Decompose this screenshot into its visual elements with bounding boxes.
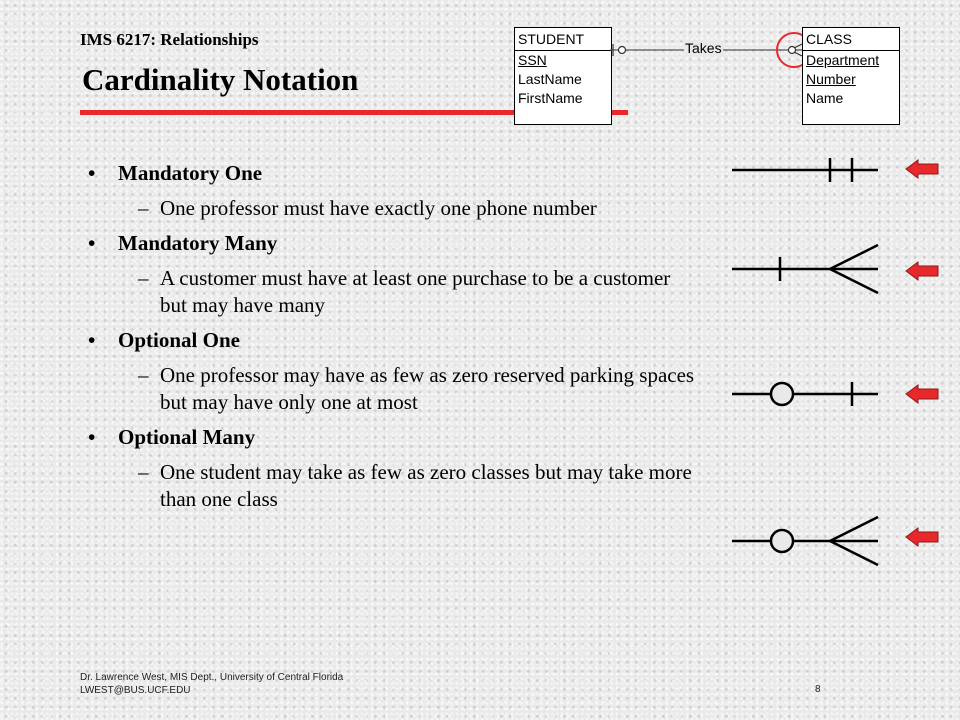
email-line: LWEST@BUS.UCF.EDU (80, 685, 191, 696)
optional-many-icon (732, 512, 882, 572)
student-attr-ssn: SSN (518, 52, 547, 68)
student-end-circle (619, 47, 626, 54)
dash: – (138, 363, 149, 387)
description-text: One professor may have as few as zero reserved parking spaces but may have only one at most (160, 363, 695, 414)
description-optional-many (80, 459, 700, 513)
mandatory-many-icon (732, 240, 882, 300)
author-line: Dr. Lawrence West, MIS Dept., University of Central Florida (80, 672, 344, 683)
arrow-left-icon (904, 158, 940, 180)
class-end-circle (789, 47, 796, 54)
dash: – (138, 460, 149, 484)
mandatory-one-icon (732, 150, 882, 190)
description-text: One student may take as few as zero classes but may take more than one class (160, 460, 692, 511)
student-attr-lastname: LastName (518, 71, 582, 87)
class-attr-name: Name (806, 90, 844, 106)
bullet-mandatory-one (80, 160, 720, 187)
class-entity (802, 27, 900, 125)
arrow-left-icon (904, 526, 940, 548)
description-text: A customer must have at least one purchase to be a customer but may have many (160, 266, 671, 317)
bullet-dot: • (88, 328, 96, 352)
bullet-dot: • (88, 231, 96, 255)
student-attr-firstname: FirstName (518, 90, 583, 106)
student-entity-name: STUDENT (515, 28, 611, 51)
slide-title: Cardinality Notation (82, 62, 359, 97)
description-mandatory-many (80, 265, 700, 319)
term-label: Mandatory Many (118, 231, 278, 255)
term-label: Optional One (118, 328, 240, 352)
footer-author (80, 671, 343, 697)
course-label: IMS 6217: Relationships (80, 30, 259, 49)
bullet-optional-one (80, 327, 720, 354)
class-entity-name: CLASS (803, 28, 899, 51)
bullet-dot: • (88, 161, 96, 185)
bullet-optional-many (80, 424, 720, 451)
description-mandatory-one (80, 195, 700, 222)
bullet-dot: • (88, 425, 96, 449)
dash: – (138, 196, 149, 220)
student-entity (514, 27, 612, 125)
term-label: Mandatory One (118, 161, 263, 185)
page-number: 8 (815, 684, 821, 695)
arrow-left-icon (904, 383, 940, 405)
description-text: One professor must have exactly one phone number (160, 196, 597, 220)
dash: – (138, 266, 149, 290)
term-label: Optional Many (118, 425, 256, 449)
class-attr-number: Number (806, 71, 856, 87)
class-attr-department: Department (806, 52, 880, 68)
relationship-label: Takes (685, 40, 722, 56)
description-optional-one (80, 362, 700, 416)
cardinality-list (80, 160, 720, 521)
arrow-left-icon (904, 260, 940, 282)
bullet-mandatory-many (80, 230, 720, 257)
optional-one-icon (732, 374, 882, 414)
